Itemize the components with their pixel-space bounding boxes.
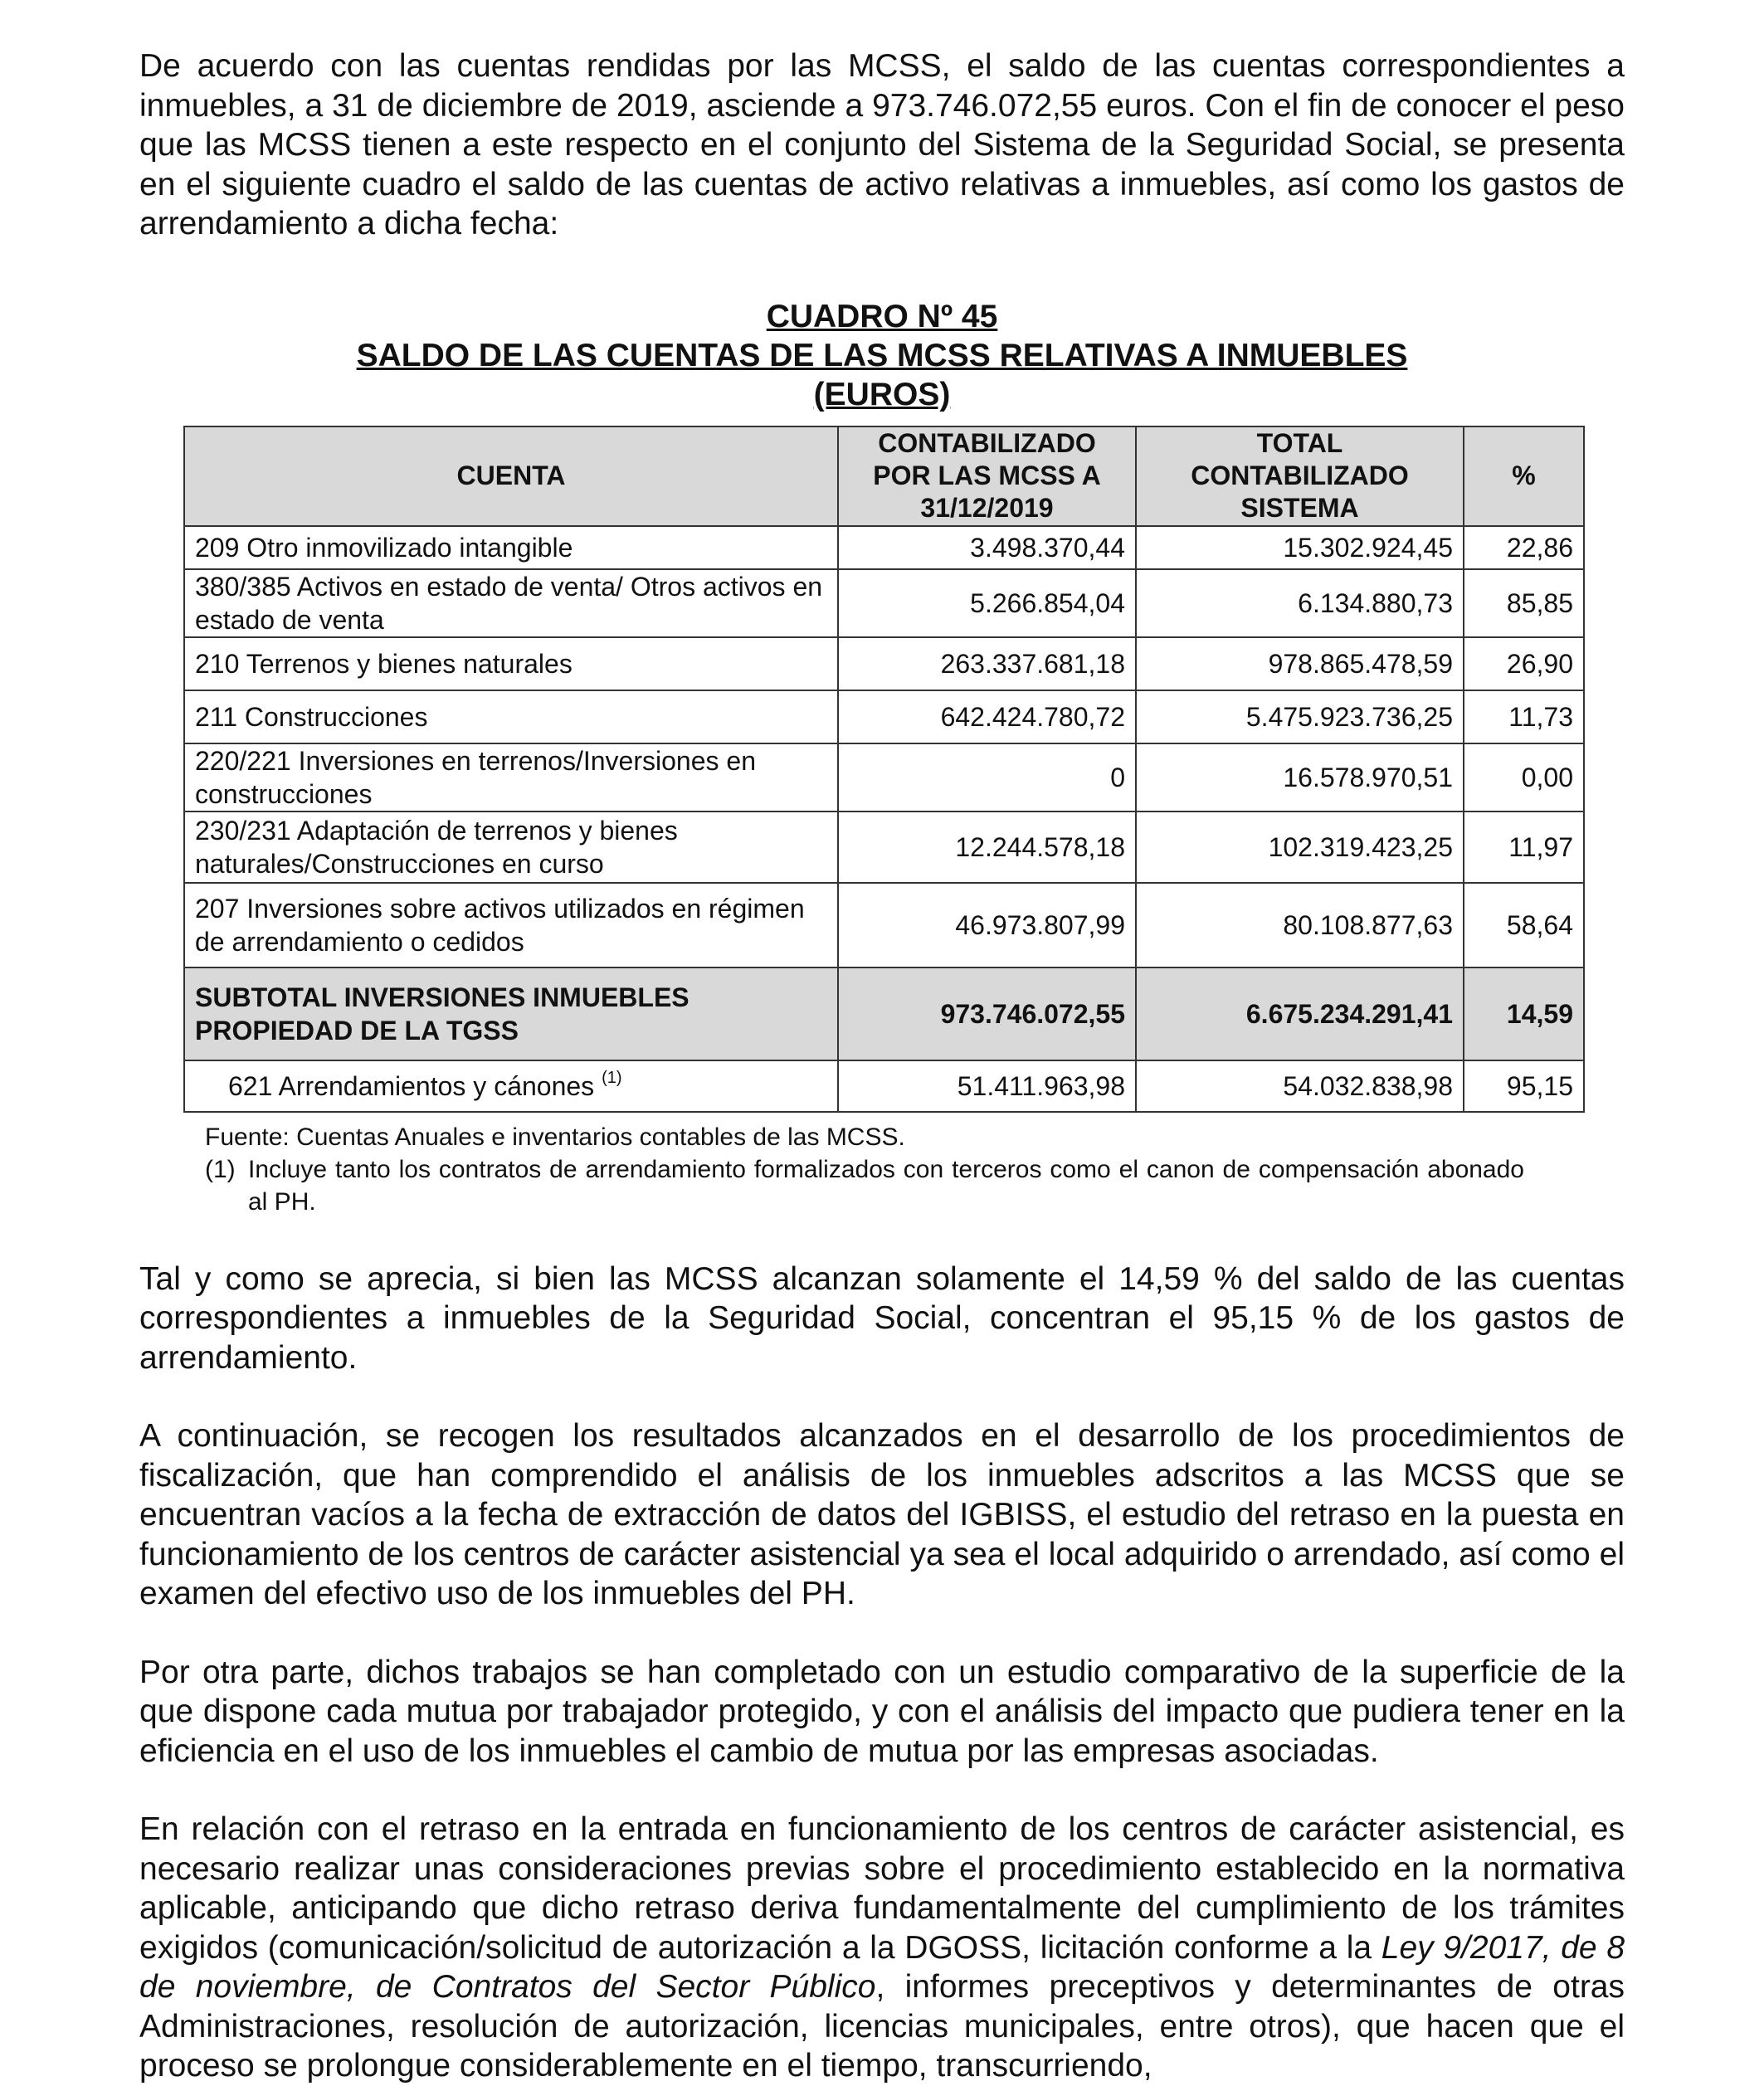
source-note: Fuente: Cuentas Anuales e inventarios contables de las MCSS. <box>205 1123 905 1151</box>
row-pct: 85,85 <box>1464 569 1584 637</box>
subtotal-pct: 14,59 <box>1464 967 1584 1060</box>
table-row <box>184 569 1584 637</box>
row-total: 80.108.877,63 <box>1136 883 1464 967</box>
row-pct: 22,86 <box>1464 526 1584 569</box>
table-row <box>184 637 1584 690</box>
accounts-table <box>183 426 1585 1113</box>
row-pct: 11,97 <box>1464 811 1584 883</box>
table-row <box>184 690 1584 743</box>
table-row <box>184 883 1584 967</box>
row-total: 5.475.923.736,25 <box>1136 690 1464 743</box>
row-mcss: 642.424.780,72 <box>838 690 1136 743</box>
rent-label-text: 621 Arrendamientos y cánones <box>228 1070 595 1101</box>
footnote-1 <box>205 1153 1524 1218</box>
row-mcss: 3.498.370,44 <box>838 526 1136 569</box>
rent-label <box>184 1060 838 1112</box>
paragraph-4-end: , informes preceptivos y determinantes de otras Administraciones, resolución de autorización, licencias municipales, entre otros), que hacen que el proceso se prolongue considerablemente en el tiempo, transcurriendo, <box>139 1969 1625 2084</box>
row-mcss: 46.973.807,99 <box>838 883 1136 967</box>
footnote-ref: (1) <box>602 1068 622 1087</box>
body-paragraph-4 <box>139 1810 1625 2086</box>
row-account: 230/231 Adaptación de terrenos y bienes naturales/Construcciones en curso <box>184 811 838 883</box>
body-paragraph-1: Tal y como se aprecia, si bien las MCSS alcanzan solamente el 14,59 % del saldo de las cuentas correspondientes a inmuebles de la Seguridad Social, concentran el 95,15 % de los gastos de arrendamiento. <box>139 1260 1625 1376</box>
subtotal-label: SUBTOTAL INVERSIONES INMUEBLES PROPIEDAD DE LA TGSS <box>184 967 838 1060</box>
caption-units: (EUROS) <box>813 376 951 412</box>
table-caption <box>139 297 1625 414</box>
row-pct: 0,00 <box>1464 743 1584 811</box>
row-mcss: 263.337.681,18 <box>838 637 1136 690</box>
subtotal-mcss: 973.746.072,55 <box>838 967 1136 1060</box>
table-header-row <box>184 426 1584 526</box>
rent-mcss: 51.411.963,98 <box>838 1060 1136 1112</box>
header-cuenta: CUENTA <box>184 426 838 526</box>
header-mcss: CONTABILIZADO POR LAS MCSS A 31/12/2019 <box>838 426 1136 526</box>
document-page <box>139 46 1625 2086</box>
row-total: 15.302.924,45 <box>1136 526 1464 569</box>
header-pct: % <box>1464 426 1584 526</box>
row-pct: 58,64 <box>1464 883 1584 967</box>
table-row <box>184 743 1584 811</box>
row-total: 6.134.880,73 <box>1136 569 1464 637</box>
table-row <box>184 811 1584 883</box>
table-row <box>184 526 1584 569</box>
row-account: 380/385 Activos en estado de venta/ Otros activos en estado de venta <box>184 569 838 637</box>
row-account: 211 Construcciones <box>184 690 838 743</box>
paragraph-4-start: En relación con el retraso en la entrada en funcionamiento de los centros de carácter asistencial, es necesario realizar unas consideraciones previas sobre el procedimiento establecido en la normativa aplicable, anticipando que dicho retraso deriva fundamentalmente del cumplimiento de los trámites exigidos (comunicación/solicitud de autorización a la DGOSS, licitación conforme a la <box>139 1811 1625 1966</box>
row-pct: 26,90 <box>1464 637 1584 690</box>
subtotal-row <box>184 967 1584 1060</box>
table-notes <box>205 1121 1524 1218</box>
subtotal-total: 6.675.234.291,41 <box>1136 967 1464 1060</box>
row-mcss: 0 <box>838 743 1136 811</box>
rent-total: 54.032.838,98 <box>1136 1060 1464 1112</box>
row-mcss: 12.244.578,18 <box>838 811 1136 883</box>
rent-pct: 95,15 <box>1464 1060 1584 1112</box>
footnote-1-mark: (1) <box>205 1155 236 1183</box>
row-total: 978.865.478,59 <box>1136 637 1464 690</box>
row-mcss: 5.266.854,04 <box>838 569 1136 637</box>
row-total: 16.578.970,51 <box>1136 743 1464 811</box>
body-paragraph-2: A continuación, se recogen los resultados alcanzados en el desarrollo de los procedimientos de fiscalización, que han comprendido el análisis de los inmuebles adscritos a las MCSS que se encuentran vacíos a la fecha de extracción de datos del IGBISS, el estudio del retraso en la puesta en funcionamiento de los centros de carácter asistencial ya sea el local adquirido o arrendado, así como el examen del efectivo uso de los inmuebles del PH. <box>139 1418 1625 1611</box>
body-paragraph-3: Por otra parte, dichos trabajos se han completado con un estudio comparativo de la superficie de la que dispone cada mutua por trabajador protegido, y con el análisis del impacto que pudiera tener en la eficiencia en el uso de los inmuebles el cambio de mutua por las empresas asociadas. <box>139 1654 1625 1769</box>
row-account: 220/221 Inversiones en terrenos/Inversiones en construcciones <box>184 743 838 811</box>
row-total: 102.319.423,25 <box>1136 811 1464 883</box>
footnote-1-text: Incluye tanto los contratos de arrendamiento formalizados con terceros como el canon de compensación abonado al PH. <box>248 1155 1524 1216</box>
caption-title: SALDO DE LAS CUENTAS DE LAS MCSS RELATIVAS A INMUEBLES <box>356 337 1408 373</box>
header-total: TOTAL CONTABILIZADO SISTEMA <box>1136 426 1464 526</box>
law-reference: Ley 9/2017, de 8 de noviembre, de Contratos del Sector Público <box>139 1929 1625 2005</box>
rent-row <box>184 1060 1584 1112</box>
row-pct: 11,73 <box>1464 690 1584 743</box>
row-account: 207 Inversiones sobre activos utilizados en régimen de arrendamiento o cedidos <box>184 883 838 967</box>
caption-number: CUADRO Nº 45 <box>766 298 998 334</box>
row-account: 210 Terrenos y bienes naturales <box>184 637 838 690</box>
row-account: 209 Otro inmovilizado intangible <box>184 526 838 569</box>
intro-paragraph: De acuerdo con las cuentas rendidas por las MCSS, el saldo de las cuentas correspondientes a inmuebles, a 31 de diciembre de 2019, asciende a 973.746.072,55 euros. Con el fin de conocer el peso que las MCSS tienen a este respecto en el conjunto del Sistema de la Seguridad Social, se presenta en el siguiente cuadro el saldo de las cuentas de activo relativas a inmuebles, así como los gastos de arrendamiento a dicha fecha: <box>139 48 1625 241</box>
